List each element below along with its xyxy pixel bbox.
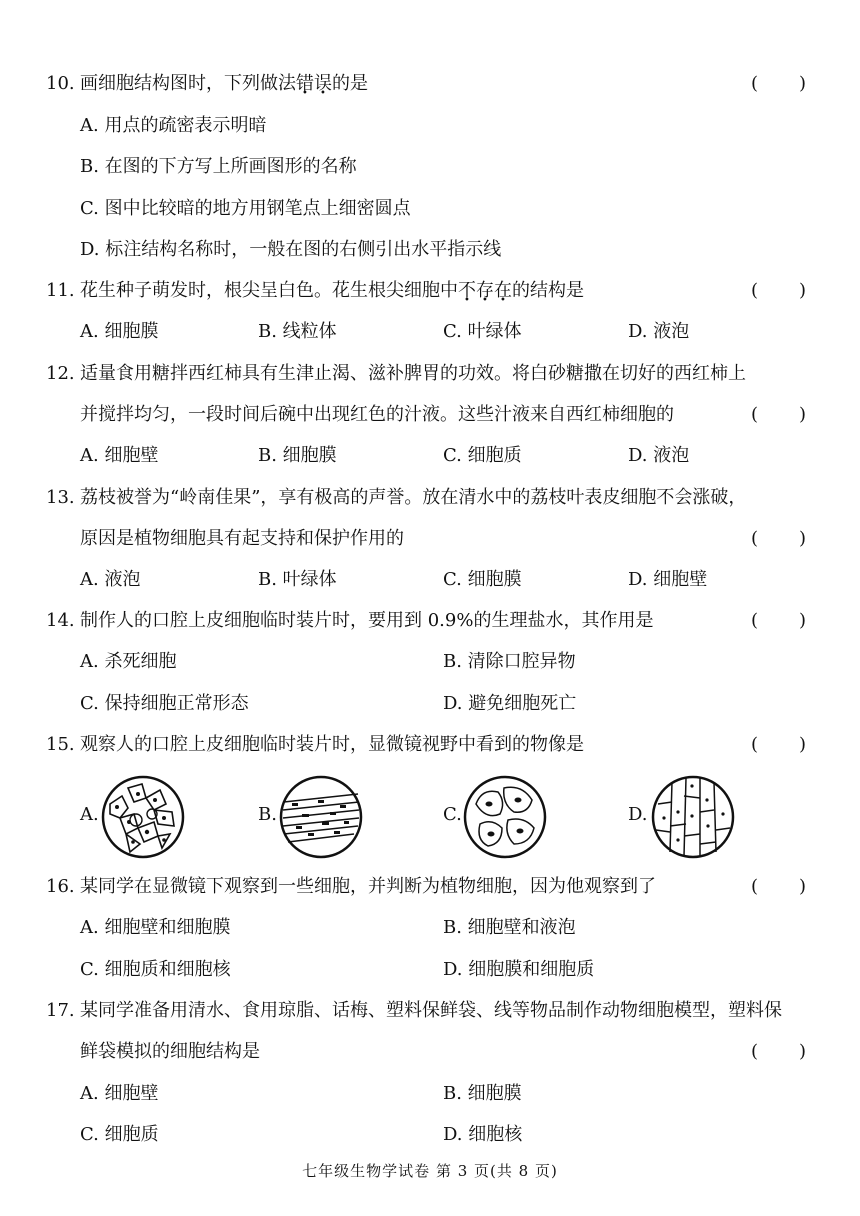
- paren-left: (: [751, 734, 759, 755]
- q11-number: 11.: [46, 280, 75, 301]
- q14-option-c: C. 保持细胞正常形态: [80, 693, 249, 714]
- plant-cells-with-chloroplasts-figure[interactable]: [100, 774, 186, 860]
- paren-left: (: [751, 404, 759, 425]
- q12-option-b: B. 细胞膜: [258, 445, 337, 466]
- q15-option-b-label: B.: [258, 804, 277, 825]
- q10-emphasis-char: 误: [314, 73, 332, 94]
- q11-stem-part: 的结构是: [512, 280, 584, 301]
- paren-right: ): [799, 73, 807, 94]
- q14-stem: 制作人的口腔上皮细胞临时装片时，要用到 0.9%的生理盐水，其作用是: [80, 610, 654, 631]
- q10-emphasis-char: 错: [296, 73, 314, 94]
- human-cheek-cells-figure[interactable]: [462, 774, 548, 860]
- q10-stem-line: [0, 71, 860, 97]
- q13-number: 13.: [46, 487, 75, 508]
- onion-epidermis-cells-figure[interactable]: [650, 774, 736, 860]
- q12-stem-line1: 适量食用糖拌西红柿具有生津止渴、滋补脾胃的功效。将白砂糖撒在切好的西红柿上: [80, 363, 746, 384]
- q11-emphasis-char: 在: [494, 280, 512, 301]
- q11-emphasis-char: 不: [458, 280, 476, 301]
- q17-option-a: A. 细胞壁: [80, 1083, 159, 1104]
- paren-right: ): [799, 280, 807, 301]
- paren-right: ): [799, 528, 807, 549]
- paren-left: (: [751, 1041, 759, 1062]
- paren-right: ): [799, 876, 807, 897]
- q12-option-a: A. 细胞壁: [80, 445, 159, 466]
- q16-option-c: C. 细胞质和细胞核: [80, 959, 231, 980]
- q12-number: 12.: [46, 363, 75, 384]
- q16-stem: 某同学在显微镜下观察到一些细胞，并判断为植物细胞，因为他观察到了: [80, 876, 656, 897]
- q10-option-b: B. 在图的下方写上所画图形的名称: [80, 156, 357, 177]
- q10-option-a: A. 用点的疏密表示明暗: [80, 115, 267, 136]
- q11-stem-part: 花生种子萌发时，根尖呈白色。花生根尖细胞中: [80, 280, 458, 301]
- q14-option-a: A. 杀死细胞: [80, 651, 177, 672]
- q11-stem: [80, 278, 584, 304]
- q13-option-b: B. 叶绿体: [258, 569, 337, 590]
- q15-stem: 观察人的口腔上皮细胞临时装片时，显微镜视野中看到的物像是: [80, 734, 584, 755]
- paren-left: (: [751, 876, 759, 897]
- q10-option-c: C. 图中比较暗的地方用钢笔点上细密圆点: [80, 198, 411, 219]
- q11-option-b: B. 线粒体: [258, 321, 337, 342]
- q11-option-a: A. 细胞膜: [80, 321, 159, 342]
- q12-option-c: C. 细胞质: [443, 445, 522, 466]
- paren-right: ): [799, 734, 807, 755]
- q17-option-b: B. 细胞膜: [443, 1083, 522, 1104]
- paren-left: (: [751, 528, 759, 549]
- q12-stem-line2: 并搅拌均匀，一段时间后碗中出现红色的汁液。这些汁液来自西红柿细胞的: [80, 404, 674, 425]
- q11-option-c: C. 叶绿体: [443, 321, 522, 342]
- q14-option-d: D. 避免细胞死亡: [443, 693, 577, 714]
- paren-left: (: [751, 610, 759, 631]
- q16-option-b: B. 细胞壁和液泡: [443, 917, 576, 938]
- q15-option-a-label: A.: [80, 804, 99, 825]
- q11-stem-line: [0, 278, 860, 304]
- paren-left: (: [751, 280, 759, 301]
- q17-stem-line1: 某同学准备用清水、食用琼脂、话梅、塑料保鲜袋、线等物品制作动物细胞模型，塑料保: [80, 1000, 782, 1021]
- q13-stem-line2: 原因是植物细胞具有起支持和保护作用的: [80, 528, 404, 549]
- q10-stem-part: 的是: [332, 73, 368, 94]
- q15-number: 15.: [46, 734, 75, 755]
- q16-option-a: A. 细胞壁和细胞膜: [80, 917, 231, 938]
- q13-option-a: A. 液泡: [80, 569, 141, 590]
- q13-option-c: C. 细胞膜: [443, 569, 522, 590]
- paren-right: ): [799, 404, 807, 425]
- q17-option-d: D. 细胞核: [443, 1124, 523, 1145]
- q17-number: 17.: [46, 1000, 75, 1021]
- q13-option-d: D. 细胞壁: [628, 569, 708, 590]
- q11-emphasis-char: 存: [476, 280, 494, 301]
- q13-stem-line1: 荔枝被誉为“岭南佳果”，享有极高的声誉。放在清水中的荔枝叶表皮细胞不会涨破，: [80, 487, 747, 508]
- page-footer: 七年级生物学试卷 第 3 页(共 8 页): [302, 1162, 558, 1180]
- q15-option-d-label: D.: [628, 804, 648, 825]
- q17-option-c: C. 细胞质: [80, 1124, 159, 1145]
- q17-stem-line2: 鲜袋模拟的细胞结构是: [80, 1041, 260, 1062]
- q12-option-d: D. 液泡: [628, 445, 690, 466]
- q16-number: 16.: [46, 876, 75, 897]
- q15-option-c-label: C.: [443, 804, 462, 825]
- q10-number: 10.: [46, 73, 75, 94]
- paren-right: ): [799, 610, 807, 631]
- paren-left: (: [751, 73, 759, 94]
- q11-option-d: D. 液泡: [628, 321, 690, 342]
- q10-stem: [80, 71, 368, 97]
- q10-option-d: D. 标注结构名称时，一般在图的右侧引出水平指示线: [80, 239, 502, 260]
- muscle-fibers-figure[interactable]: [278, 774, 364, 860]
- q14-number: 14.: [46, 610, 75, 631]
- q16-option-d: D. 细胞膜和细胞质: [443, 959, 595, 980]
- q10-stem-part: 画细胞结构图时，下列做法: [80, 73, 296, 94]
- paren-right: ): [799, 1041, 807, 1062]
- q14-option-b: B. 清除口腔异物: [443, 651, 576, 672]
